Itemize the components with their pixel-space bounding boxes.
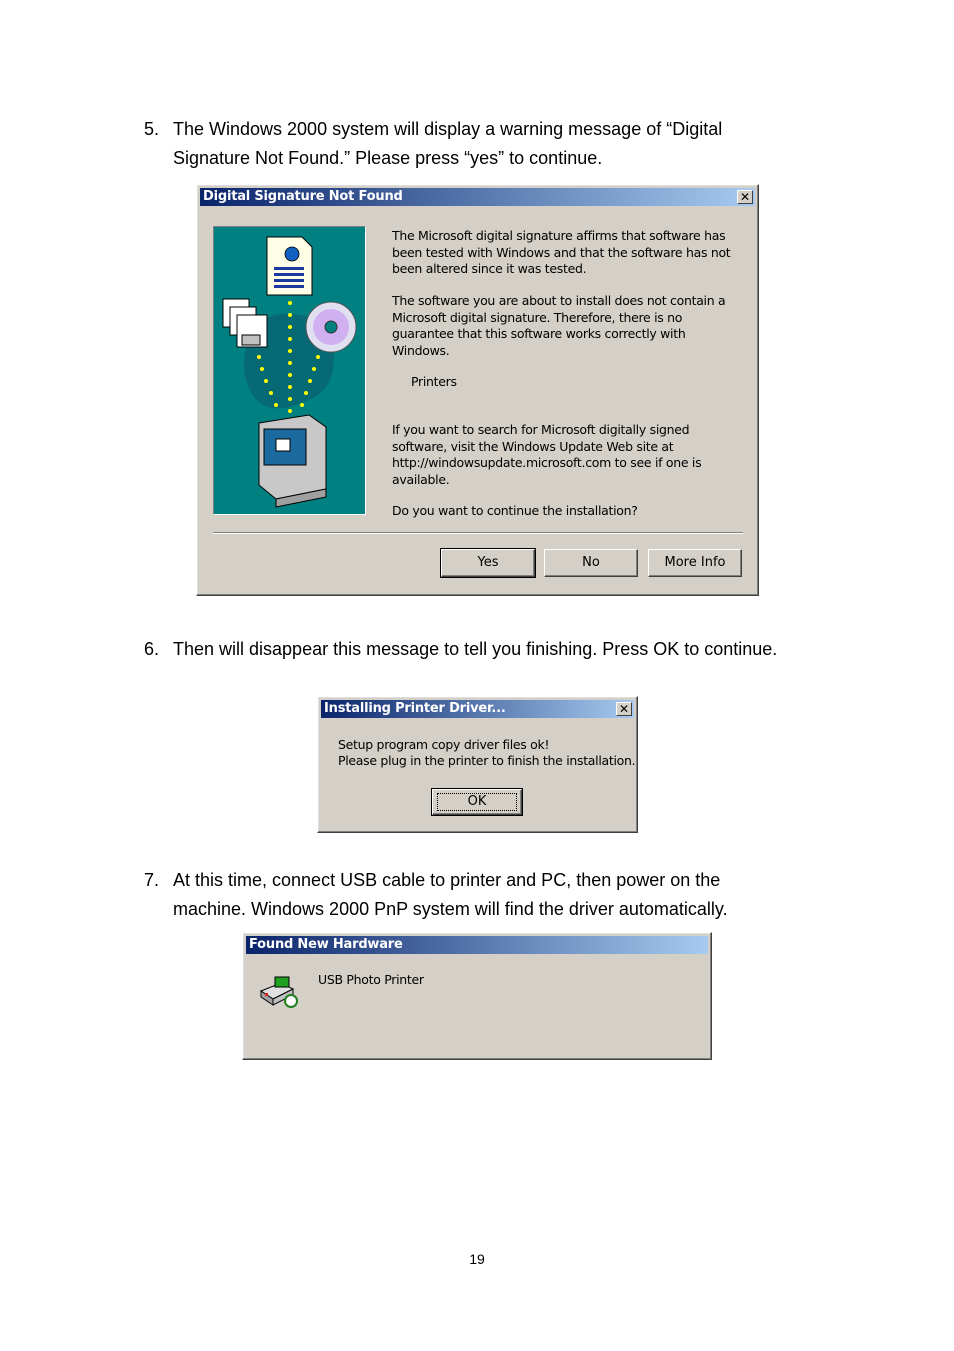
signature-info-text: The Microsoft digital signature affirms that software has been tested with Windows and that the software has not been altered since it was tested. <box>392 228 731 277</box>
step-number: 7. <box>144 870 160 890</box>
dialog-titlebar <box>321 700 634 718</box>
no-signature-text: The software you are about to install does not contain a Microsoft digital signature. Therefore, there is no guarantee that this software works correctly with Windows. <box>392 293 726 359</box>
signature-illustration <box>213 226 366 515</box>
installing-driver-dialog <box>317 696 638 833</box>
dialog-title: Digital Signature Not Found <box>203 189 403 204</box>
dialog-title: Installing Printer Driver... <box>324 701 506 716</box>
close-button[interactable]: ✕ <box>737 190 753 204</box>
step-text: At this time, connect USB cable to printer and PC, then power on the machine. Windows 2000 PnP system will find the driver automatically. <box>173 870 728 919</box>
device-name: USB Photo Printer <box>318 972 424 987</box>
continue-question: Do you want to continue the installation? <box>392 503 638 518</box>
found-new-hardware-dialog <box>242 932 712 1060</box>
copy-status-text: Setup program copy driver files ok! <box>338 737 550 752</box>
no-button[interactable]: No <box>544 549 638 577</box>
dialog-title: Found New Hardware <box>249 937 403 952</box>
ok-label: OK <box>437 793 518 811</box>
step-text: Then will disappear this message to tell you finishing. Press OK to continue. <box>173 639 778 659</box>
digital-signature-dialog <box>196 184 759 596</box>
dialog-titlebar <box>246 936 708 954</box>
security-illustration-icon <box>214 227 365 514</box>
ok-button[interactable] <box>432 789 522 815</box>
yes-button[interactable]: Yes <box>441 549 535 577</box>
page-number: 19 <box>469 1251 485 1267</box>
close-button[interactable]: ✕ <box>616 702 632 716</box>
step-number: 5. <box>144 119 160 139</box>
hardware-device-icon <box>257 973 301 1011</box>
plug-in-instruction: Please plug in the printer to finish the installation. <box>338 753 636 768</box>
more-info-button[interactable]: More Info <box>648 549 742 577</box>
device-class-label: Printers <box>411 374 457 389</box>
dialog-titlebar <box>200 188 755 206</box>
step-text: The Windows 2000 system will display a warning message of “Digital Signature Not Found.” Please press “yes” to continue. <box>173 119 723 168</box>
windows-update-text: If you want to search for Microsoft digitally signed software, visit the Windows Update Web site at http://windowsupdate.microsoft.com to see if one is available. <box>392 422 702 488</box>
separator <box>213 532 743 534</box>
step-number: 6. <box>144 639 160 659</box>
